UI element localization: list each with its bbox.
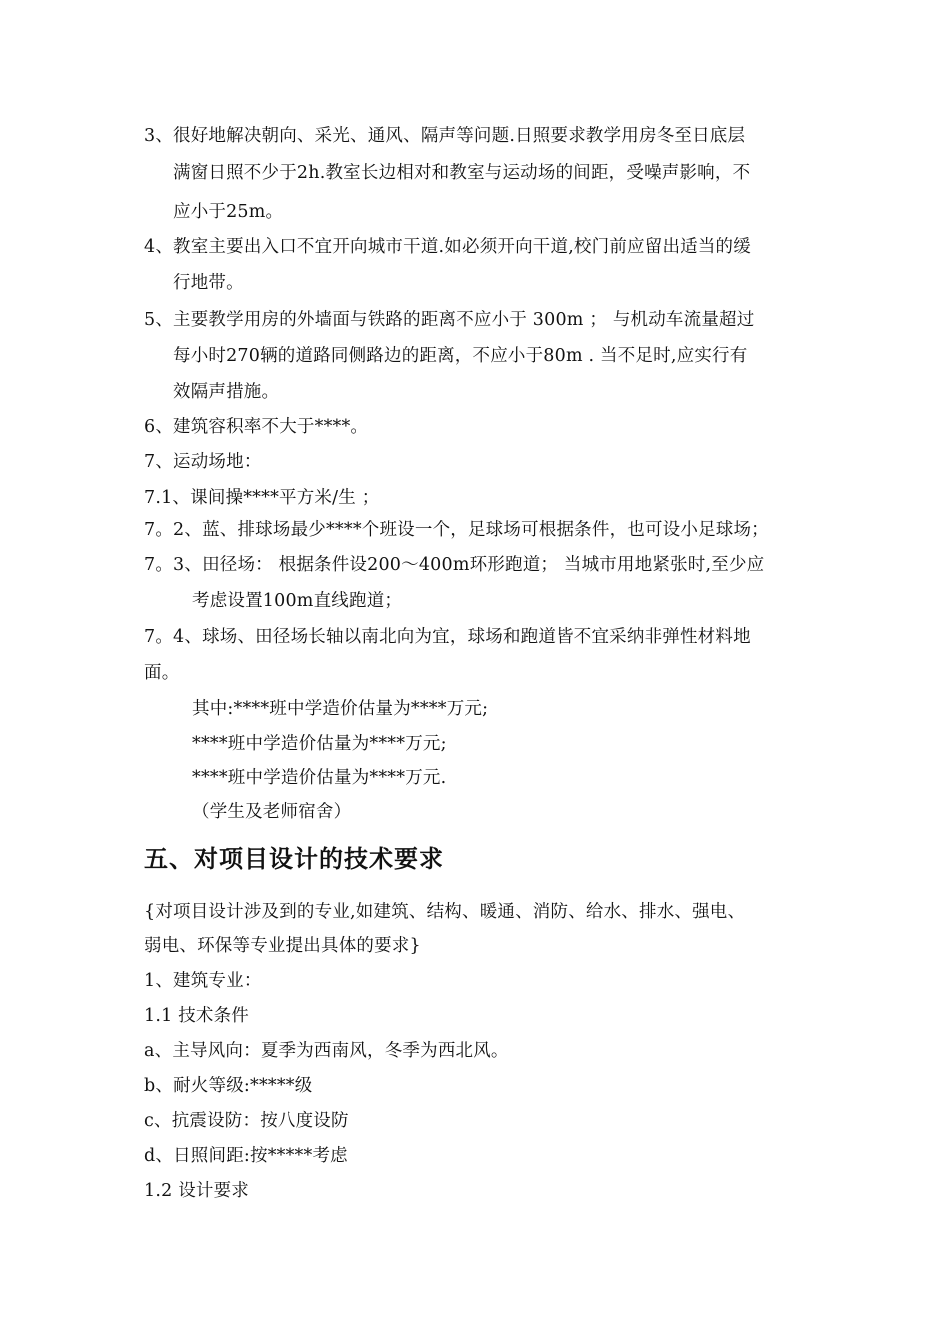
text-line: {对项目设计涉及到的专业,如建筑、结构、暖通、消防、给水、排水、强电、 (144, 902, 746, 922)
text-line: b、耐火等级:*****级 (144, 1076, 313, 1096)
text-line: 考虑设置100m直线跑道； (192, 591, 403, 611)
text-line: 每小时270辆的道路同侧路边的距离，不应小于80m . 当不足时,应实行有 (173, 346, 748, 366)
text-line: ****班中学造价估量为****万元. (192, 768, 447, 788)
text-line: 1.1 技术条件 (144, 1006, 249, 1026)
text-line: 行地带。 (173, 273, 244, 293)
text-line: 效隔声措施。 (173, 382, 280, 402)
text-line: （学生及老师宿舍） (192, 802, 352, 822)
text-line: c、抗震设防：按八度设防 (144, 1111, 349, 1131)
text-line: 6、建筑容积率不大于****。 (144, 417, 369, 437)
text-line: 7。3、田径场： 根据条件设200～400m环形跑道； 当城市用地紧张时,至少应 (144, 555, 765, 575)
section-heading: 五、对项目设计的技术要求 (144, 845, 444, 873)
text-line: 应小于25m。 (173, 202, 284, 222)
text-line: 1、建筑专业： (144, 971, 262, 991)
text-line: 弱电、环保等专业提出具体的要求} (144, 936, 421, 956)
text-line: 1.2 设计要求 (144, 1181, 249, 1201)
text-line: 7。2、蓝、排球场最少****个班设一个，足球场可根据条件，也可设小足球场； (144, 520, 769, 540)
text-line: 7。4、球场、田径场长轴以南北向为宜，球场和跑道皆不宜采纳非弹性材料地 (144, 627, 751, 647)
text-line: 面。 (144, 663, 180, 683)
text-line: 3、很好地解决朝向、采光、通风、隔声等问题.日照要求教学用房冬至日底层 (144, 126, 746, 146)
text-line: a、主导风向：夏季为西南风，冬季为西北风。 (144, 1041, 509, 1061)
text-line: d、日照间距:按*****考虑 (144, 1146, 348, 1166)
text-line: 5、主要教学用房的外墙面与铁路的距离不应小于 300m ； 与机动车流量超过 (144, 310, 755, 330)
text-line: 其中:****班中学造价估量为****万元; (192, 699, 489, 719)
text-line: 7、运动场地： (144, 452, 262, 472)
text-line: 4、教室主要出入口不宜开向城市干道.如必须开向干道,校门前应留出适当的缓 (144, 237, 751, 257)
text-line: ****班中学造价估量为****万元; (192, 734, 447, 754)
text-line: 满窗日照不少于2h.教室长边相对和教室与运动场的间距，受噪声影响，不 (173, 163, 751, 183)
text-line: 7.1、课间操****平方米/生 ； (144, 488, 380, 508)
